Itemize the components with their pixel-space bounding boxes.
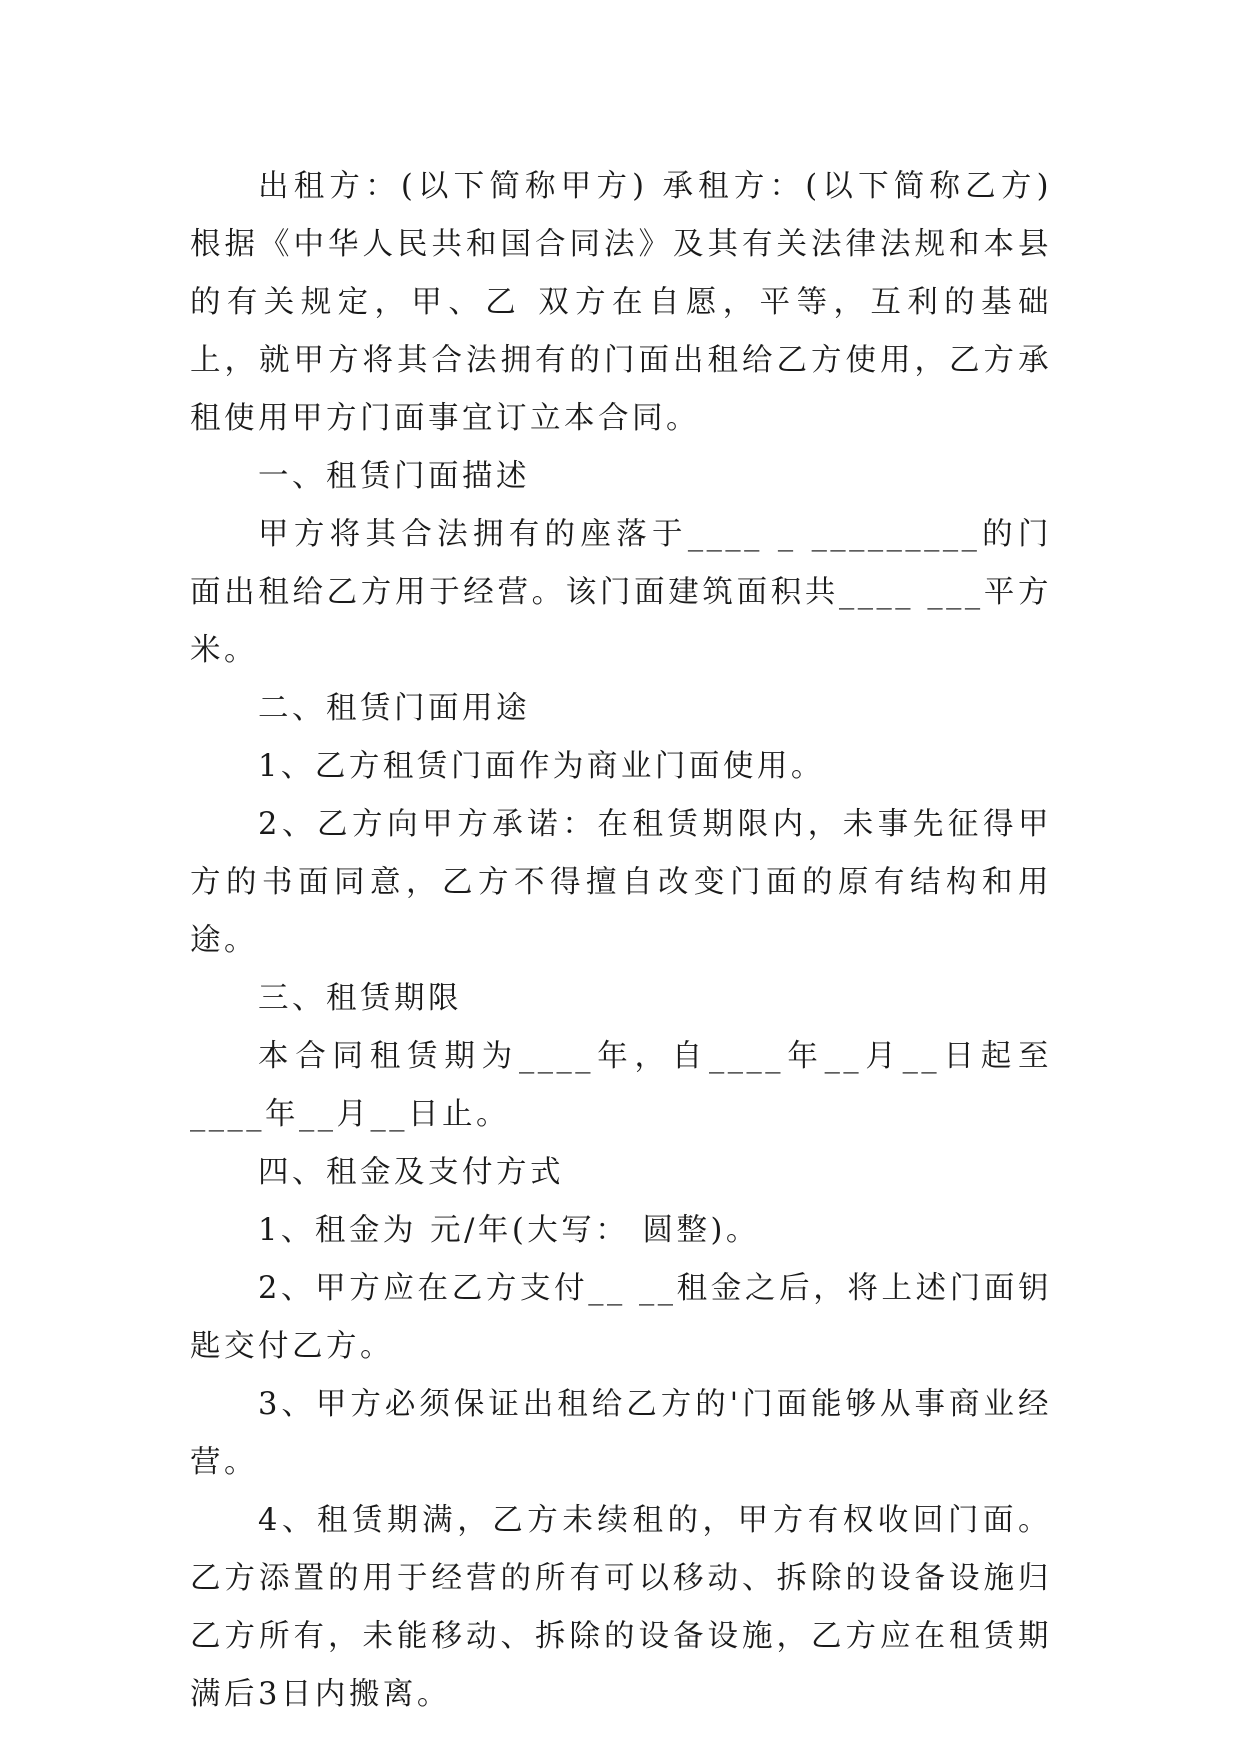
section-4-item-4: 4、租赁期满，乙方未续租的，甲方有权收回门面。乙方添置的用于经营的所有可以移动、拆除的设备设施归乙方所有，未能移动、拆除的设备设施，乙方应在租赁期满后3日内搬离。 [190,1503,1052,1712]
section-1-paragraph: 甲方将其合法拥有的座落于____ _ _________的门面出租给乙方用于经营。该门面建筑面积共____ ___平方米。 [190,517,1052,668]
document-body [190,158,1052,1724]
section-heading-4: 四、租金及支付方式 [258,1155,564,1190]
section-heading-1: 一、租赁门面描述 [258,459,530,494]
section-4-item-3: 3、甲方必须保证出租给乙方的'门面能够从事商业经营。 [190,1387,1052,1480]
section-2-item-1: 1、乙方租赁门面作为商业门面使用。 [258,749,825,784]
section-heading-3: 三、租赁期限 [258,981,462,1016]
intro-paragraph: 出租方：(以下简称甲方) 承租方：(以下简称乙方) 根据《中华人民共和国合同法》及其有关法律法规和本县的有关规定，甲、乙 双方在自愿，平等，互利的基础上，就甲方将其合法拥有的门面出租给乙方使用，乙方承租使用甲方门面事宜订立本合同。 [190,169,1052,436]
section-3-paragraph: 本合同租赁期为____年，自____年__月__日起至____年__月__日止。 [190,1039,1052,1132]
section-heading-2: 二、租赁门面用途 [258,691,530,726]
section-2-item-2: 2、乙方向甲方承诺：在租赁期限内，未事先征得甲方的书面同意，乙方不得擅自改变门面的原有结构和用途。 [190,807,1052,958]
section-4-item-1: 1、租金为 元/年(大写： 圆整)。 [258,1213,760,1248]
section-4-item-2: 2、甲方应在乙方支付__ __租金之后，将上述门面钥匙交付乙方。 [190,1271,1052,1364]
